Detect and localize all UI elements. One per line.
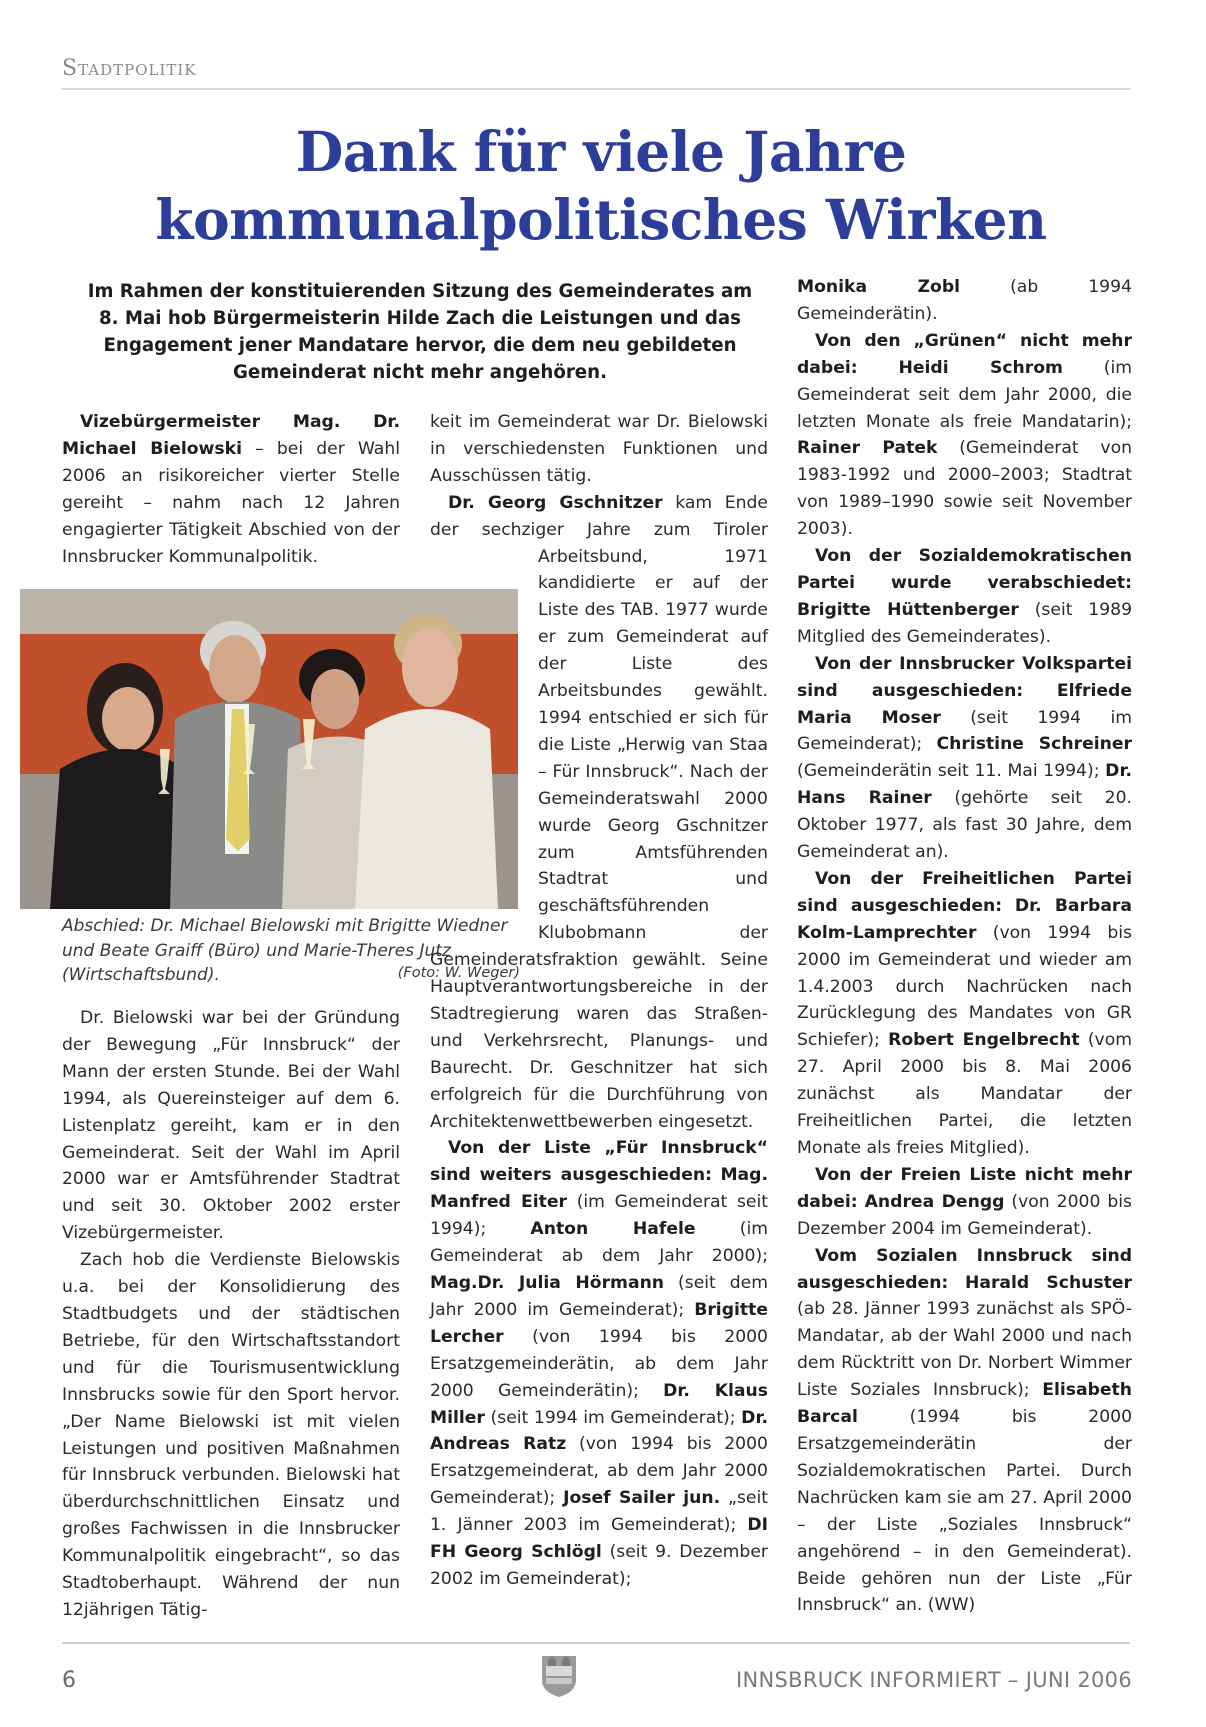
paragraph: Dr. Bielowski war bei der Gründung der Bewegung „Für Innsbruck“ der Mann der ersten Stunde. Bei der Wahl 1994, als Quereinsteiger auf dem 6. Listenplatz gereiht, kam er in den Gemeinderat. Seit der Wahl im April 2000 war er Amtsführender Stadtrat und seit 30. Oktober 2002 erster Vizebürgermeister.: [62, 1008, 400, 1244]
paragraph-text: (im Gemeinderat seit 1994);: [430, 1192, 768, 1240]
photo-wrap-spacer: [430, 559, 538, 937]
paragraph-text: (seit dem Jahr 2000 im Gemeinderat);: [430, 1273, 769, 1320]
bold-name: Dr. Barbara Kolm-Lamprechter: [797, 895, 1132, 943]
bold-lead: Von den „Grünen“ nicht mehr dabei:: [797, 330, 1132, 378]
title-line-2: kommunalpolitisches Wirken: [155, 187, 1047, 252]
bold-lead: Von der Innsbrucker Volkspartei sind ausgeschieden:: [797, 653, 1132, 701]
paragraph-text: (vom 27. April 2000 bis 8. Mai 2006 zunächst als Mandatar der Freiheitlichen Partei, die letzten Monate als freies Mitglied).: [797, 1030, 1132, 1158]
column-3: [797, 274, 1132, 1619]
paragraph-text: (im Gemeinderat ab dem Jahr 2000);: [430, 1219, 768, 1267]
bold-name: Brigitte Hüttenberger: [797, 599, 1019, 620]
paragraph-text: – bei der Wahl 2006 an risikoreicher vierter Stelle gereiht – nahm nach 12 Jahren engagierter Tätigkeit Abschied von der Innsbrucker Kommunalpolitik.: [62, 438, 400, 567]
bold-name: Monika Zobl: [797, 277, 961, 297]
bold-lead: Von der Sozialdemokratischen Partei wurde verabschiedet:: [797, 546, 1132, 593]
paragraph: keit im Gemeinderat war Dr. Bielowski in verschiedensten Funktionen und Ausschüssen tätig.: [430, 412, 768, 486]
paragraph: Zach hob die Verdienste Bielowskis u.a. bei der Konsolidierung des Stadtbudgets und der städtischen Betriebe, für den Wirtschaftsstandort und für die Tourismusentwicklung Innsbrucks sowie für den Sport hervor. „Der Name Bielowski ist mit vielen Leistungen und positiven Maßnahmen für Innsbruck verbunden. Bielowski hat überdurchschnittlichen Einsatz und großes Fachwissen in die Innsbrucker Kommunalpolitik eingebracht“, so das Stadtoberhaupt. Während der nun 12jährigen Tätig-: [62, 1250, 400, 1620]
footer-divider: [62, 1642, 1130, 1644]
paragraph: [797, 651, 1132, 866]
bold-name: Dr. Hans Rainer: [797, 761, 1132, 809]
bold-name: Heidi Schrom: [898, 357, 1063, 378]
bold-lead: Von der Liste „Für Innsbruck“ sind weiters ausgeschieden:: [430, 1138, 768, 1186]
paragraph-text: (seit 1994 im Gemeinderat);: [484, 1407, 742, 1428]
bold-name: Mag. Manfred Eiter: [430, 1165, 768, 1213]
bold-lead: Von der Freien Liste nicht mehr dabei:: [797, 1164, 1132, 1212]
paragraph: [797, 1243, 1132, 1620]
bold-name: Robert Engelbrecht: [888, 1030, 1080, 1051]
caption-text: Abschied: Dr. Michael Bielowski mit Brigitte Wiedner und Beate Graiff (Büro) und Marie-Theres Jutz (Wirtschaftsbund).: [62, 916, 508, 985]
bold-name: Vizebürgermeister Mag. Dr. Michael Bielowski: [62, 412, 400, 459]
bold-name: Christine Schreiner: [936, 734, 1132, 755]
paragraph: [797, 866, 1132, 1162]
bold-lead: Vom Sozialen Innsbruck sind ausgeschieden:: [797, 1245, 1132, 1293]
paragraph-text: (Gemeinderätin seit 11. Mai 1994);: [797, 761, 1106, 782]
bold-name: Andrea Dengg: [864, 1191, 1005, 1212]
section-label: Stadtpolitik: [62, 56, 197, 81]
paragraph-text: (ab 28. Jänner 1993 zunächst als SPÖ-Mandatar, ab der Wahl 2000 und nach dem Rücktritt von Dr. Norbert Wimmer Liste Soziales Innsbruck);: [797, 1299, 1132, 1401]
paragraph: [797, 328, 1132, 543]
paragraph-text: (seit 1994 im Gemeinderat);: [797, 707, 1132, 755]
bold-name: Mag.Dr. Julia Hörmann: [430, 1273, 665, 1293]
innsbruck-coat-of-arms-icon: [540, 1652, 578, 1698]
bold-name: Rainer Patek: [797, 438, 938, 459]
paragraph-text: (im Gemeinderat seit dem Jahr 2000, die letzten Monate als freie Mandatarin);: [797, 357, 1133, 432]
article-title: [62, 118, 1140, 254]
lead-paragraph: Im Rahmen der konstituierenden Sitzung des Gemeinderates am 8. Mai hob Bürgermeisterin Hilde Zach die Leistungen und das Engagement jener Mandatare hervor, die dem neu gebildeten Gemeinderat nicht mehr angehören.: [87, 281, 753, 383]
paragraph: [797, 1162, 1132, 1243]
paragraph-text: (von 1994 bis 2000 Ersatzgemeinderätin, ab dem Jahr 2000 Gemeinderätin);: [430, 1326, 768, 1401]
bold-name: Dr. Klaus Miller: [430, 1380, 768, 1428]
paragraph-text: (von 1994 bis 2000 Ersatzgemeinderat, ab dem Jahr 2000 Gemeinderat);: [430, 1434, 768, 1509]
bold-name: Dr. Georg Gschnitzer: [448, 492, 663, 513]
paragraph-text: (gehörte seit 20. Oktober 1977, als fast 30 Jahre, dem Gemeinderat an).: [797, 788, 1133, 863]
bold-lead: Von der Freiheitlichen Partei sind ausgeschieden:: [797, 868, 1132, 916]
bold-name: Elisabeth Barcal: [797, 1380, 1132, 1428]
title-line-1: Dank für viele Jahre: [295, 119, 907, 184]
column-1-intro: [62, 409, 400, 570]
paragraph-text: (seit 9. Dezember 2002 im Gemeinderat);: [430, 1542, 768, 1589]
bold-name: Elfriede Maria Moser: [797, 680, 1132, 728]
publication-name: INNSBRUCK INFORMIERT – JUNI 2006: [735, 1668, 1132, 1692]
bold-name: Brigitte Lercher: [430, 1299, 768, 1347]
paragraph-text: (seit 1989 Mitglied des Gemeinderates).: [797, 599, 1132, 647]
bold-name: Anton Hafele: [530, 1219, 696, 1240]
paragraph-text: kam Ende der sechziger Jahre zum Tiroler Arbeitsbund, 1971 kandidierte er auf der Liste des TAB. 1977 wurde er zum Gemeinderat auf der Liste des Arbeitsbundes gewählt. 1994 entschied er sich für die Liste „Herwig van Staa – Für Innsbruck“. Nach der Gemeinderatswahl 2000 wurde Georg Gschnitzer zum Amtsführenden Stadtrat und geschäftsführenden Klubobmann der Gemeinderatsfraktion gewählt. Seine Hauptverantwortungsbereiche in der Stadtregierung waren das Straßen- und Verkehrsrecht, Planungs- und Baurecht. Dr. Geschnitzer hat sich erfolgreich für die Durchführung von Architektenwettbewerben eingesetzt.: [430, 492, 768, 1132]
paragraph-text: (von 2000 bis Dezember 2004 im Gemeinderat).: [797, 1191, 1132, 1239]
paragraph-text: (von 1994 bis 2000 im Gemeinderat und wieder am 1.4.2003 durch Nachrücken nach Zurücklegung des Mandates von GR Schiefer);: [797, 922, 1132, 1051]
paragraph: [430, 1135, 768, 1592]
bold-name: Dr. Andreas Ratz: [430, 1407, 768, 1455]
page-number: 6: [62, 1668, 76, 1693]
paragraph-text: (Gemeinderat von 1983-1992 und 2000–2003; Stadtrat von 1989–1990 sowie seit November 2003).: [797, 438, 1132, 540]
header-divider: [62, 88, 1130, 90]
bold-name: Josef Sailer jun.: [563, 1488, 721, 1509]
bold-name: DI FH Georg Schlögl: [430, 1515, 768, 1563]
column-1-body: [62, 1005, 400, 1624]
paragraph-text: (ab 1994 Gemeinderätin).: [797, 277, 1132, 324]
paragraph: [797, 543, 1132, 651]
paragraph-text: „seit 1. Jänner 2003 im Gemeinderat);: [430, 1488, 768, 1536]
column-2: [430, 409, 768, 1593]
paragraph: [797, 274, 1132, 328]
bold-name: Harald Schuster: [964, 1272, 1133, 1293]
paragraph-text: (1994 bis 2000 Ersatzgemeinderätin der Sozialdemokratischen Partei. Durch Nachrücken kam sie am 27. April 2000 – der Liste „Soziales Innsbruck“ angehörend – in den Gemeinderat). Beide gehören nun der Liste „Für Innsbruck“ an. (WW): [797, 1407, 1132, 1616]
photo-credit: (Foto: W. Weger): [397, 965, 520, 981]
